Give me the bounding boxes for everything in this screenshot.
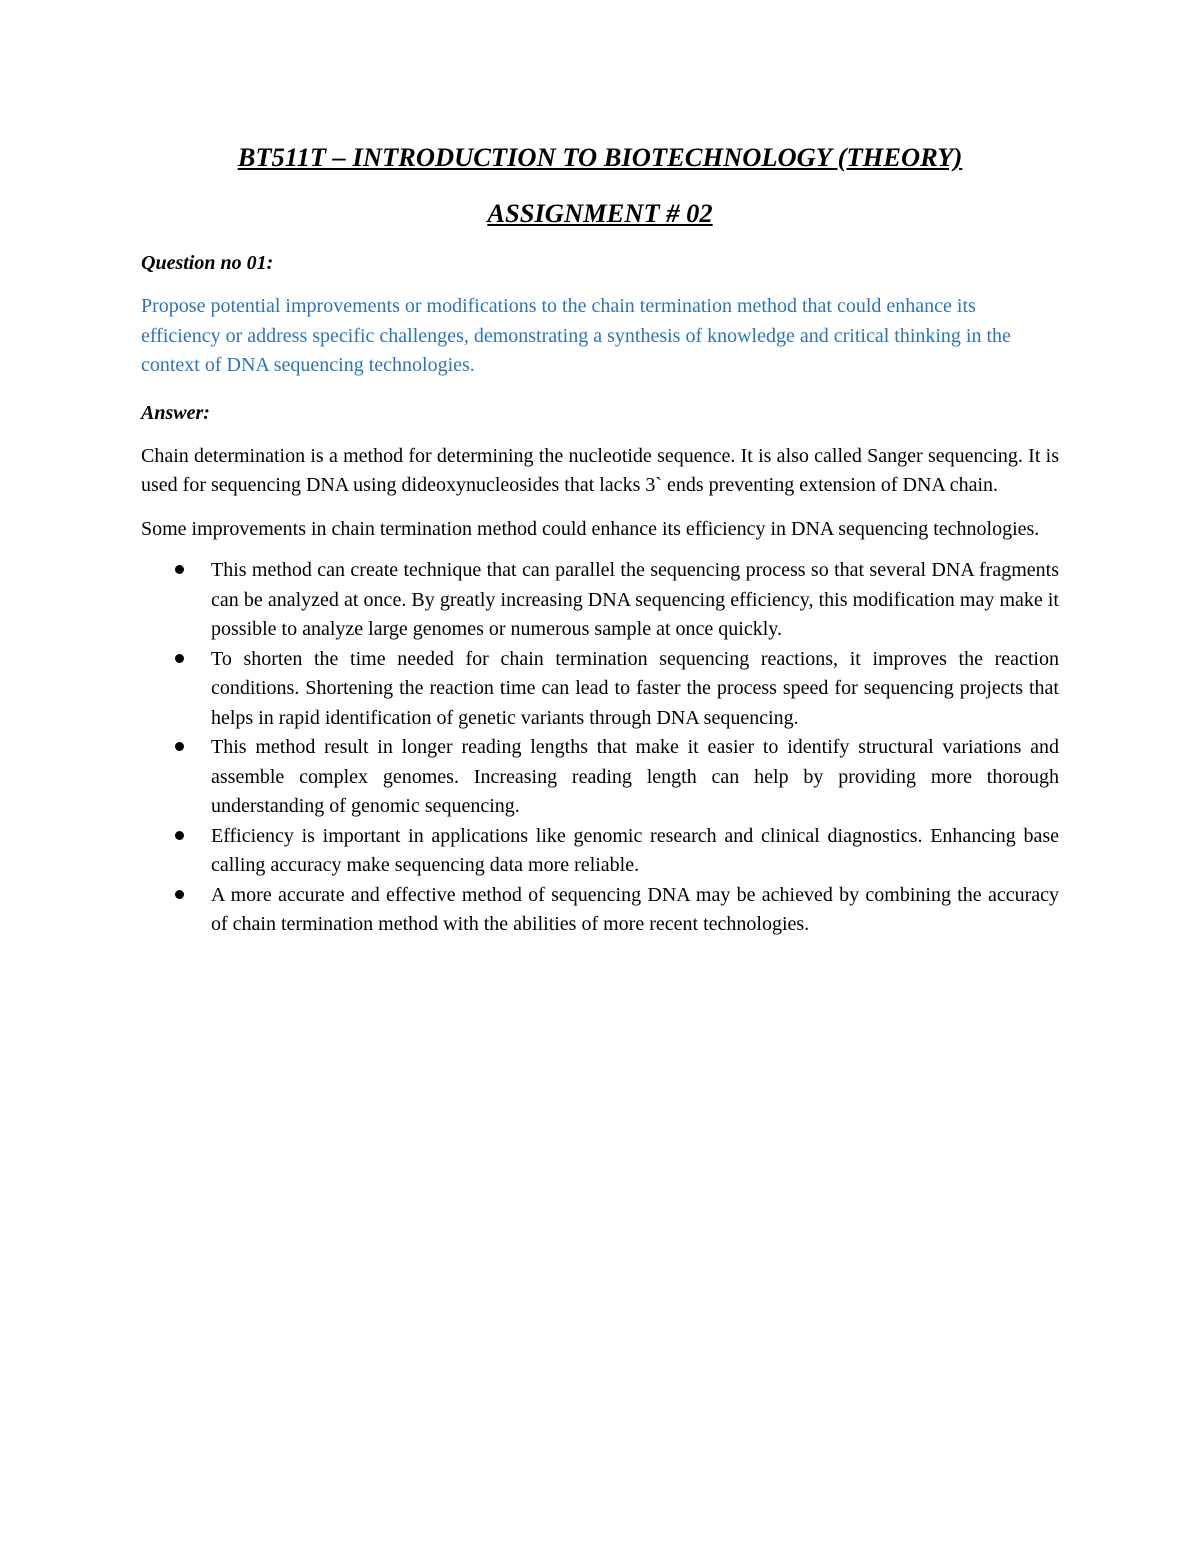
bullet-icon xyxy=(175,654,184,663)
bullet-icon xyxy=(175,831,184,840)
list-item-text: This method result in longer reading lengths that make it easier to identify structural variations and assemble complex genomes. Increasing reading length can help by providing more thorough understanding of genomic sequencing. xyxy=(211,736,1059,817)
answer-paragraph-2: Some improvements in chain termination method could enhance its efficiency in DNA sequencing technologies. xyxy=(141,517,1040,540)
assignment-heading: ASSIGNMENT # 02 xyxy=(487,198,713,228)
question-label: Question no 01: xyxy=(141,252,274,274)
list-item xyxy=(141,881,1059,940)
bullet-icon xyxy=(175,565,184,574)
list-item xyxy=(141,822,1059,881)
question-text: Propose potential improvements or modifications to the chain termination method that could enhance its efficiency or address specific challenges, demonstrating a synthesis of knowledge and critical thinking in the context of DNA sequencing technologies. xyxy=(141,295,1011,376)
improvements-list xyxy=(141,556,1059,940)
list-item-text: Efficiency is important in applications like genomic research and clinical diagnostics. Enhancing base calling accuracy make sequencing data more reliable. xyxy=(211,824,1059,876)
list-item xyxy=(141,733,1059,822)
answer-label: Answer: xyxy=(141,401,210,424)
list-item xyxy=(141,645,1059,734)
answer-paragraph-1: Chain determination is a method for determining the nucleotide sequence. It is also called Sanger sequencing. It is used for sequencing DNA using dideoxynucleosides that lacks 3` ends preventing extension of DNA chain. xyxy=(141,444,1059,496)
list-item xyxy=(141,556,1059,645)
list-item-text: A more accurate and effective method of sequencing DNA may be achieved by combining the accuracy of chain termination method with the abilities of more recent technologies. xyxy=(211,883,1059,935)
document-title: BT511T – INTRODUCTION TO BIOTECHNOLOGY (THEORY) xyxy=(237,142,963,172)
document-page xyxy=(141,140,1059,940)
bullet-icon xyxy=(175,890,184,899)
list-item-text: To shorten the time needed for chain termination sequencing reactions, it improves the reaction conditions. Shortening the reaction time can lead to faster the process speed for sequencing projects that helps in rapid identification of genetic variants through DNA sequencing. xyxy=(211,647,1059,729)
bullet-icon xyxy=(175,742,184,751)
list-item-text: This method can create technique that can parallel the sequencing process so that several DNA fragments can be analyzed at once. By greatly increasing DNA sequencing efficiency, this modification may make it possible to analyze large genomes or numerous sample at once quickly. xyxy=(211,559,1059,640)
